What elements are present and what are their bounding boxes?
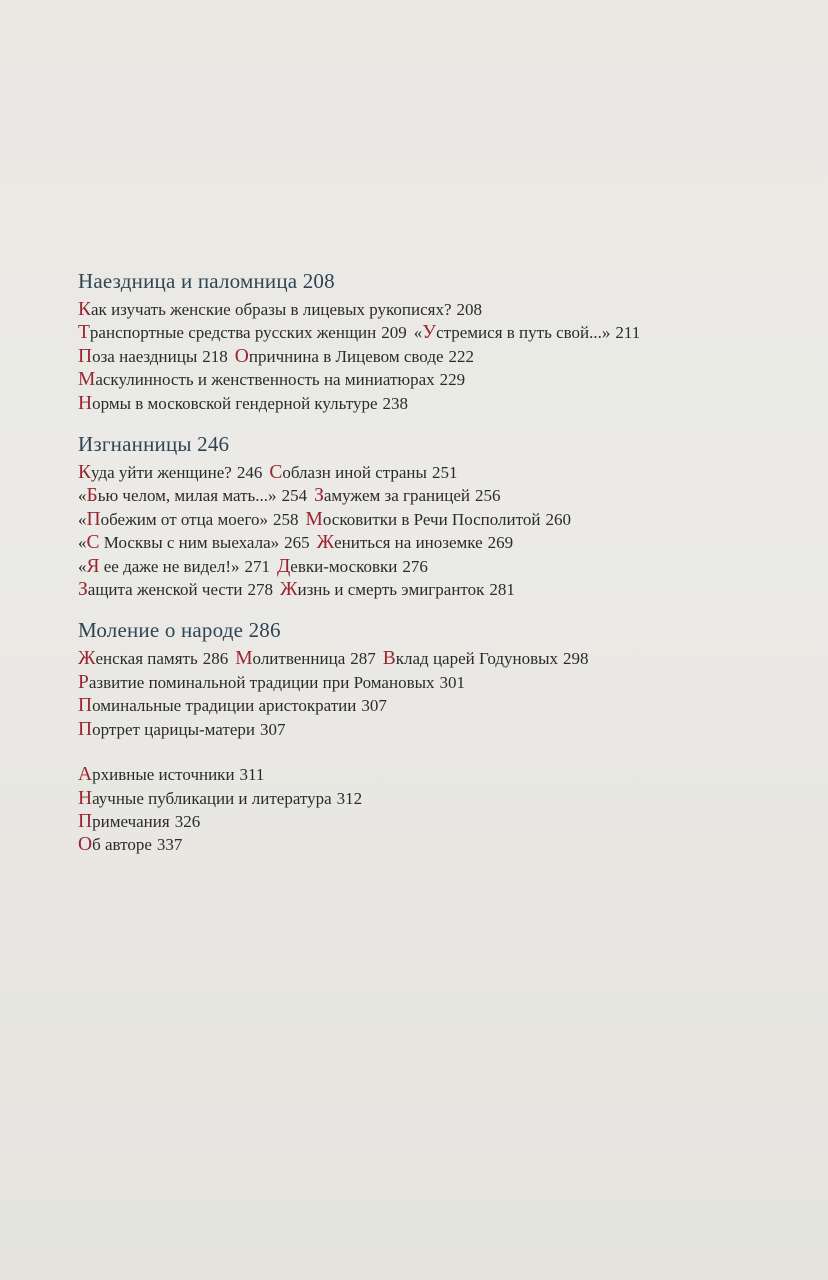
entry-initial: Я [86, 555, 100, 577]
entry-title: евки-московки [290, 556, 398, 576]
entry-title: причнина в Лицевом своде [248, 346, 444, 366]
entry-title: уда уйти женщине? [91, 463, 232, 483]
entry-page-number: 260 [545, 509, 571, 529]
entry-title: рхивные источники [92, 765, 235, 785]
entry-title: осковитки в Речи Посполитой [322, 509, 541, 529]
toc-line [78, 647, 778, 670]
entry-page-number: 211 [615, 323, 641, 343]
toc-line [78, 718, 778, 741]
entry-initial: П [78, 810, 93, 832]
toc-entry [317, 533, 514, 552]
toc-entry [78, 812, 200, 831]
entry-initial: А [78, 764, 93, 786]
appendix-item [78, 763, 778, 786]
entry-title: оза наездницы [92, 346, 198, 366]
entry-page-number: 218 [202, 346, 228, 366]
toc-entry [314, 486, 500, 505]
toc-entry [78, 323, 407, 342]
entry-title: аскулинность и женственность на миниатюрах [95, 370, 435, 390]
toc-section [78, 429, 778, 601]
entry-open-quote: « [78, 556, 87, 576]
entry-title: ениться на иноземке [334, 533, 483, 553]
appendix-item [78, 787, 778, 810]
entry-page-number: 256 [474, 486, 501, 506]
entry-page-number: 254 [281, 486, 308, 506]
entry-initial: С [86, 532, 100, 554]
toc-section [78, 266, 778, 415]
entry-title: аучные публикации и литература [92, 788, 332, 808]
toc-entry [78, 510, 299, 529]
entry-page-number: 337 [156, 835, 183, 855]
toc-entry [383, 649, 589, 668]
toc-section [78, 615, 778, 741]
entry-title: ормы в московской гендерной культуре [92, 393, 378, 413]
entry-open-quote: « [78, 486, 87, 506]
entry-initial: Н [78, 787, 93, 809]
toc-line [78, 578, 778, 601]
toc-entry [78, 720, 285, 739]
entry-initial: К [78, 462, 92, 484]
entry-page-number: 286 [202, 649, 229, 669]
section-heading: Моление о народе 286 [78, 618, 281, 643]
entry-initial: О [234, 345, 249, 367]
entry-initial: П [78, 695, 93, 717]
entry-title: обежим от отца моего» [100, 509, 269, 529]
entry-title: ортрет царицы-матери [92, 719, 255, 739]
toc-entry [78, 486, 307, 505]
entry-page-number: 307 [259, 719, 286, 739]
entry-page-number: 258 [273, 509, 299, 529]
toc-entry [235, 347, 474, 366]
toc-entry [269, 463, 457, 482]
entry-page-number: 222 [448, 346, 475, 366]
entry-initial: В [382, 648, 396, 670]
entry-title: оминальные традиции аристократии [92, 696, 357, 716]
entry-page-number: 265 [284, 533, 310, 553]
entry-initial: У [422, 322, 437, 344]
entry-title: ее даже не видел!» [99, 556, 240, 576]
entry-initial: К [78, 299, 92, 320]
toc-line [78, 392, 778, 415]
entry-title: ащита женской чести [87, 580, 243, 600]
toc-entry [78, 765, 264, 784]
entry-title: стремися в путь свой...» [436, 323, 611, 343]
entry-initial: Ж [280, 579, 298, 601]
entry-page-number: 246 [236, 463, 263, 483]
toc-entry [78, 394, 408, 413]
entry-open-quote: « [78, 533, 87, 553]
entry-title: изнь и смерть эмигранток [297, 580, 485, 600]
entry-title: ак изучать женские образы в лицевых рукописях? [91, 300, 452, 319]
entry-initial: П [78, 345, 93, 367]
entry-page-number: 278 [247, 580, 273, 600]
entry-initial: П [86, 508, 101, 530]
entry-initial: Ж [78, 648, 96, 670]
entry-title: клад царей Годуновых [395, 649, 559, 669]
toc-entry [78, 789, 362, 808]
entry-page-number: 251 [431, 463, 458, 483]
toc-line [78, 321, 778, 344]
toc-entry [78, 835, 182, 854]
entry-title: олитвенница [252, 649, 346, 669]
toc-entry [78, 300, 482, 319]
toc-entry [277, 557, 428, 576]
entry-page-number: 238 [382, 393, 409, 413]
toc-line [78, 368, 778, 391]
entry-page-number: 271 [244, 556, 270, 576]
toc-line [78, 461, 778, 484]
toc-line [78, 694, 778, 717]
entry-page-number: 312 [336, 788, 363, 808]
toc-entry [78, 649, 228, 668]
entry-initial: П [78, 718, 93, 740]
entry-initial: Б [86, 485, 98, 507]
entry-initial: Н [78, 392, 93, 414]
toc-entry [280, 580, 515, 599]
appendix-item [78, 833, 778, 856]
toc-entry [78, 696, 387, 715]
entry-page-number: 298 [563, 649, 589, 669]
toc-entry [78, 347, 228, 366]
toc-entry [78, 673, 465, 692]
toc-entry [235, 649, 376, 668]
entry-page-number: 287 [350, 649, 376, 669]
entry-open-quote: « [413, 323, 423, 343]
entry-page-number: 276 [402, 556, 428, 576]
toc-line [78, 531, 778, 554]
entry-title: Москвы с ним выехала» [99, 533, 280, 553]
entry-page-number: 208 [456, 300, 483, 319]
toc-entry [306, 510, 571, 529]
toc-entry [78, 370, 465, 389]
entry-title: б авторе [92, 835, 152, 855]
toc-entry [78, 533, 310, 552]
toc-line [78, 298, 778, 321]
toc-entry [414, 323, 641, 342]
toc-entry [78, 557, 270, 576]
entry-open-quote: « [78, 509, 87, 529]
entry-title: облазн иной страны [282, 463, 427, 483]
toc-entry [78, 463, 262, 482]
section-heading: Наездница и паломница 208 [78, 269, 335, 293]
entry-initial: З [78, 579, 88, 601]
entry-initial: Д [276, 555, 291, 577]
entry-page-number: 307 [361, 696, 387, 716]
entry-initial: Т [78, 322, 90, 344]
toc-entry [78, 580, 273, 599]
entry-title: ранспортные средства русских женщин [89, 323, 377, 343]
entry-initial: М [305, 508, 323, 530]
entry-initial: Р [78, 671, 89, 693]
appendix-list [78, 763, 778, 857]
entry-initial: О [78, 834, 93, 856]
appendix-item [78, 810, 778, 833]
entry-title: амужем за границей [323, 486, 470, 506]
table-of-contents [78, 266, 778, 857]
section-heading: Изгнанницы 246 [78, 432, 230, 457]
entry-page-number: 281 [489, 580, 515, 600]
entry-initial: С [269, 462, 283, 484]
entry-page-number: 269 [487, 533, 514, 553]
entry-title: ью челом, милая мать...» [97, 486, 277, 506]
toc-line [78, 508, 778, 531]
entry-page-number: 209 [381, 323, 407, 343]
entry-initial: Ж [316, 532, 335, 554]
entry-page-number: 326 [174, 811, 201, 831]
entry-initial: М [78, 369, 96, 391]
entry-title: азвитие поминальной традиции при Романовых [88, 672, 435, 692]
entry-title: римечания [92, 811, 170, 831]
entry-title: енская память [95, 649, 198, 669]
toc-line [78, 484, 778, 507]
toc-line [78, 345, 778, 368]
toc-line [78, 671, 778, 694]
entry-page-number: 301 [439, 672, 466, 692]
entry-initial: М [235, 648, 253, 670]
toc-line [78, 555, 778, 578]
entry-page-number: 229 [439, 370, 466, 390]
entry-initial: З [314, 485, 324, 507]
entry-page-number: 311 [239, 765, 265, 785]
